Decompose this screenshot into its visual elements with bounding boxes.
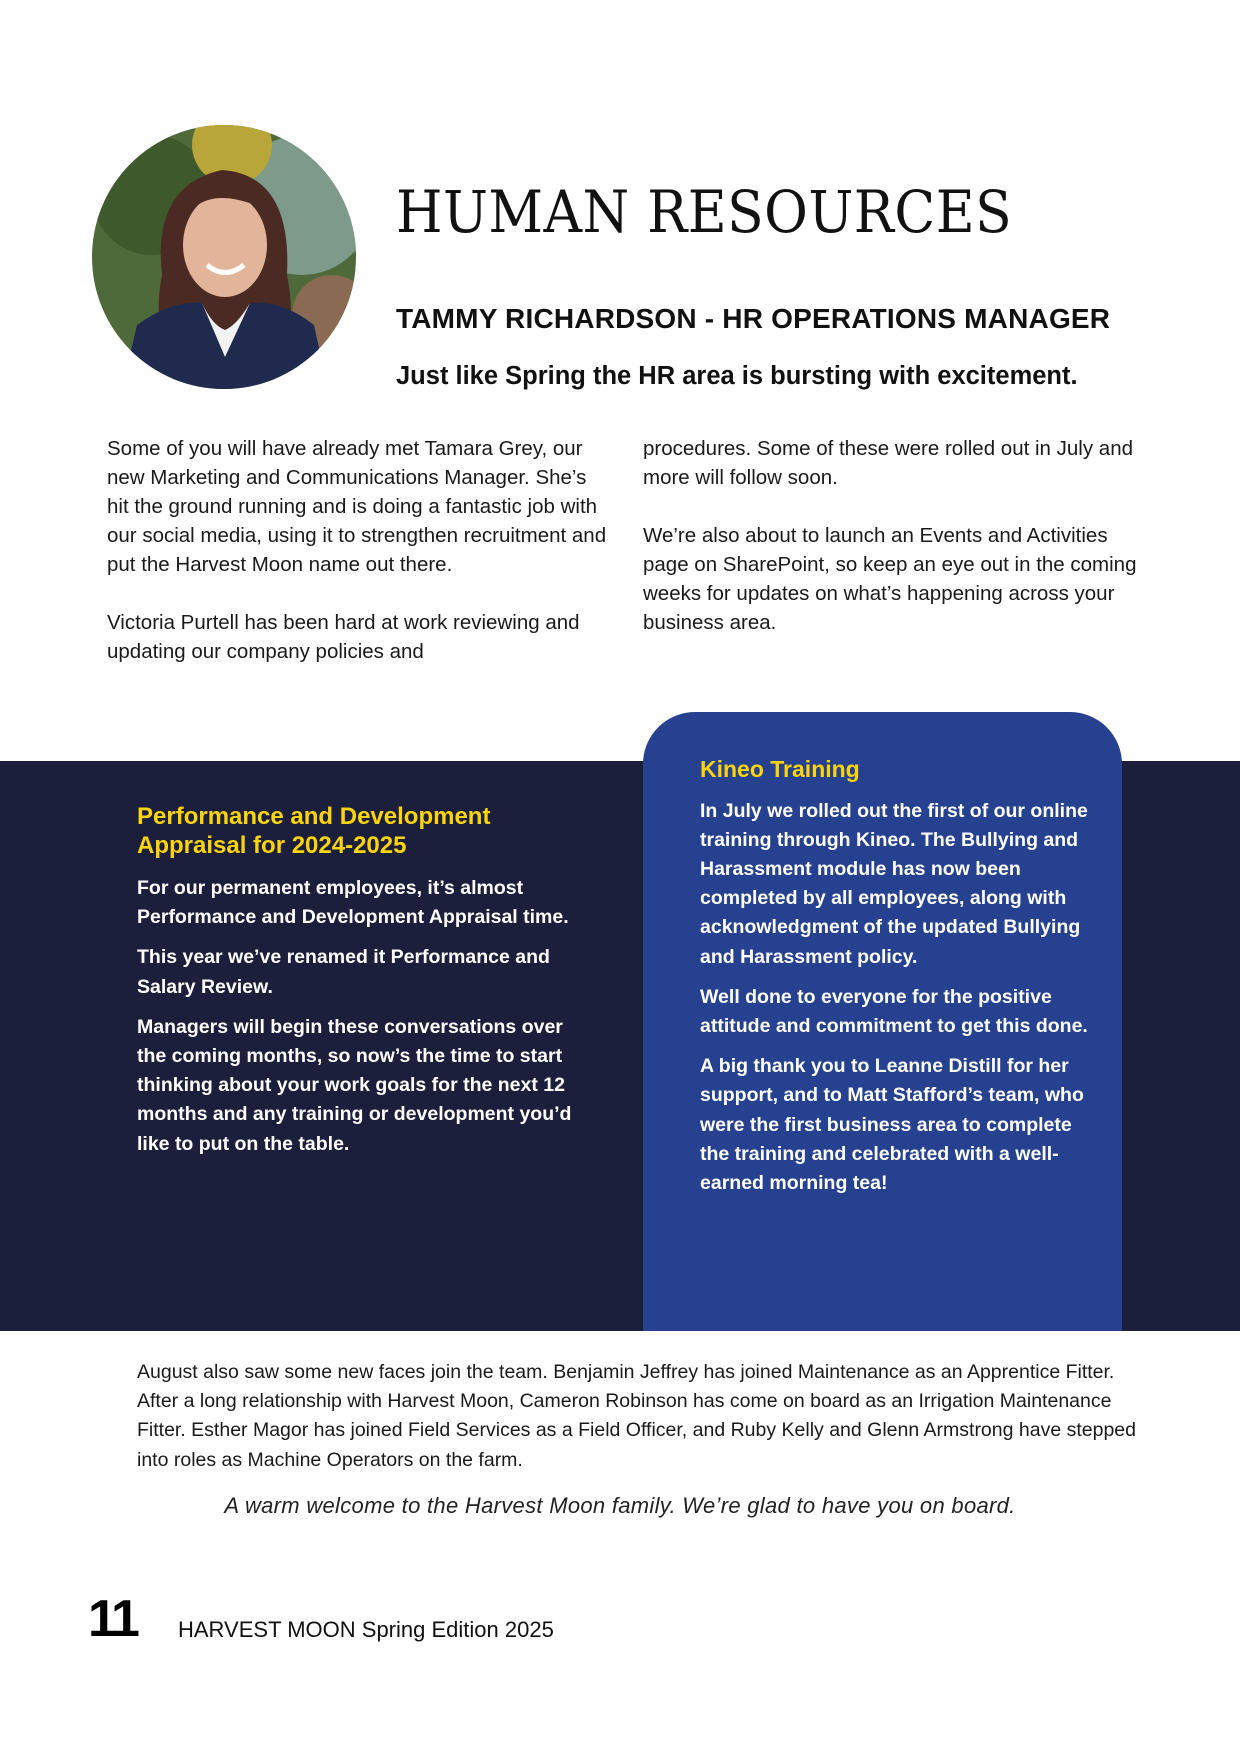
kineo-section xyxy=(700,755,1100,1209)
intro-paragraph: procedures. Some of these were rolled out in July and more will follow soon. xyxy=(643,437,1133,489)
intro-paragraph: We’re also about to launch an Events and Activities page on SharePoint, so keep an eye out in the coming weeks for updates on what’s happening across your business area. xyxy=(643,524,1137,634)
tagline: Just like Spring the HR area is bursting with excitement. xyxy=(396,362,1078,390)
intro-paragraph: Victoria Purtell has been hard at work reviewing and updating our company policies and xyxy=(107,611,580,663)
page-title: HUMAN RESOURCES xyxy=(396,178,1013,246)
portrait-photo xyxy=(92,125,356,389)
performance-paragraph: For our permanent employees, it’s almost Performance and Development Appraisal time. xyxy=(137,877,569,929)
portrait-illustration xyxy=(92,125,356,389)
kineo-paragraph: A big thank you to Leanne Distill for her support, and to Matt Stafford’s team, who were the first business area to complete the training and celebrated with a well-earned morning tea! xyxy=(700,1055,1084,1194)
new-staff-paragraph: August also saw some new faces join the team. Benjamin Jeffrey has joined Maintenance as an Apprentice Fitter. After a long relationship with Harvest Moon, Cameron Robinson has come on board as an Irrigation Maintenance Fitter. Esther Magor has joined Field Services as a Field Officer, and Ruby Kelly and Glenn Armstrong have stepped into roles as Machine Operators on the farm. xyxy=(137,1361,1136,1471)
intro-column-right xyxy=(643,434,1143,666)
performance-heading: Performance and Development Appraisal for 2024-2025 xyxy=(137,803,491,859)
kineo-paragraph: In July we rolled out the first of our online training through Kineo. The Bullying and Harassment module has now been completed by all employees, along with acknowledgment of the updated Bullying and Harassment policy. xyxy=(700,799,1088,968)
welcome-message: A warm welcome to the Harvest Moon family. We’re glad to have you on board. xyxy=(224,1493,1016,1518)
publication-footer: HARVEST MOON Spring Edition 2025 xyxy=(178,1617,554,1642)
intro-paragraph: Some of you will have already met Tamara Grey, our new Marketing and Communications Manager. She’s hit the ground running and is doing a fantastic job with our social media, using it to strengthen recruitment and put the Harvest Moon name out there. xyxy=(107,437,607,576)
kineo-heading: Kineo Training xyxy=(700,756,860,782)
kineo-paragraph: Well done to everyone for the positive attitude and commitment to get this done. xyxy=(700,985,1088,1037)
performance-section xyxy=(137,803,577,1170)
author-byline: TAMMY RICHARDSON - HR OPERATIONS MANAGER xyxy=(396,303,1111,334)
performance-paragraph: Managers will begin these conversations over the coming months, so now’s the time to start thinking about your work goals for the next 12 months and any training or development you’d like to put on the table. xyxy=(137,1015,572,1155)
page-number: 11 xyxy=(88,1590,137,1648)
intro-column-left xyxy=(107,434,607,695)
performance-paragraph: This year we’ve renamed it Performance and Salary Review. xyxy=(137,946,550,998)
